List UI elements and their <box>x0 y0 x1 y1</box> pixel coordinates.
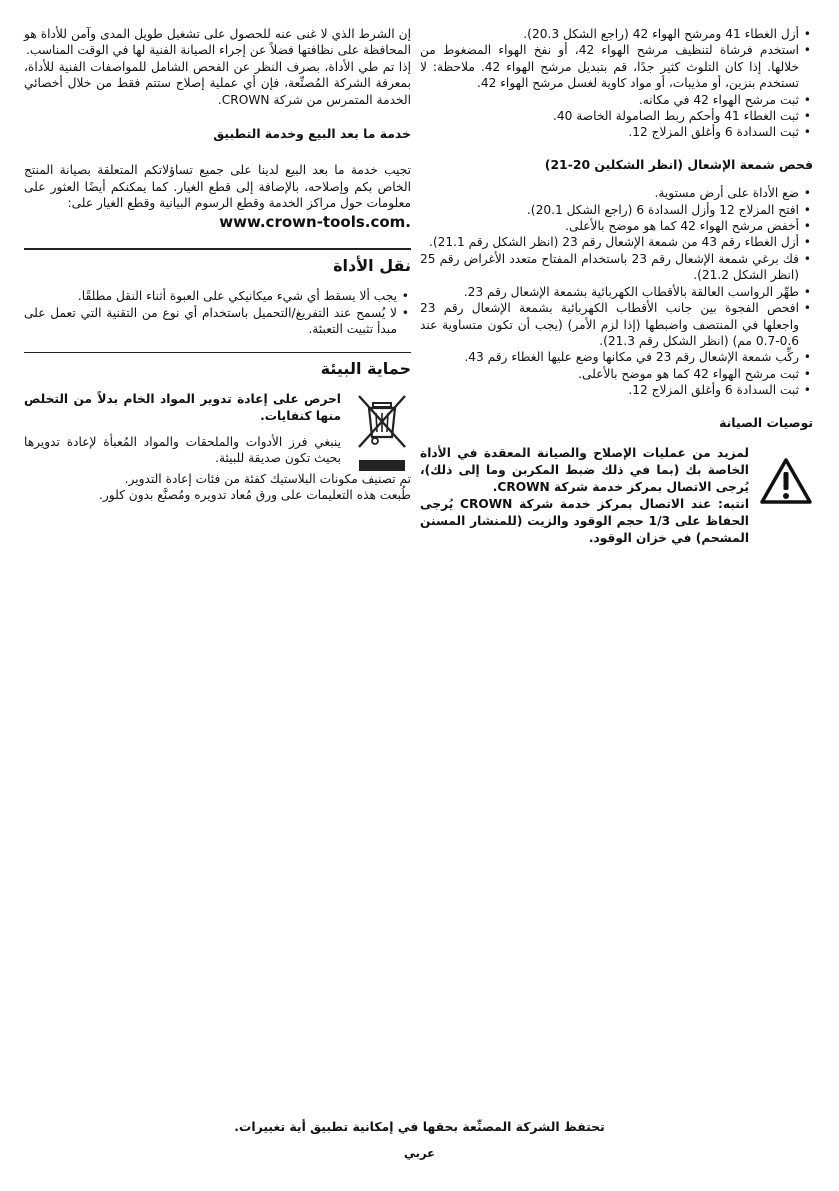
intro-paragraph: إذا تم طي الأداة، بصرف النظر عن الفحص الشامل للمواصفات الفنية للأداة، بمعرفة الشركة المُصنِّعة، فإن أي عملية إصلاح ستتم فقط من خلال أخصائي الخدمة المتمرس من شركة CROWN. <box>24 59 411 107</box>
list-item: • ثبت السدادة 6 وأغلق المزلاج 12. <box>420 382 813 398</box>
recycling-text <box>24 391 341 467</box>
maintenance-warning: لمزيد من عمليات الإصلاح والصيانة المعقدة في الأداة الخاصة بك (بما في ذلك ضبط المكربن وما إلى ذلك)، يُرجى الاتصال بمركز خدمة شركة CROWN. <box>420 445 749 494</box>
footer-language: عربي <box>404 1146 435 1160</box>
list-item: • ثبت الغطاء 41 وأحكم ربط الصامولة الخاصة 40. <box>420 108 813 124</box>
recycling-heading: احرص على إعادة تدوير المواد الخام بدلاً من التخلص منها كنفايات. <box>24 392 341 423</box>
maintenance-title: توصيات الصيانة <box>719 414 813 430</box>
footer-note: تحتفظ الشركة المصنِّعة بحقها في إمكانية تطبيق أية تغييرات. <box>234 1119 605 1134</box>
list-item: • ركِّب شمعة الإشعال رقم 23 في مكانها وضع عليها الغطاء رقم 43. <box>420 349 813 365</box>
list-item: • افحص الفجوة بين جانب الأقطاب الكهربائية بشمعة الإشعال رقم 23 واجعلها في المنتصف واضبطها (إذا لزم الأمر) (يجب أن تكون متساوية عند 0.6-0.7 مم) (انظر الشكل رقم 21.3). <box>420 300 813 349</box>
after-sales-title: خدمة ما بعد البيع وخدمة التطبيق <box>213 126 411 142</box>
list-item: • ثبت مرشح الهواء 42 في مكانه. <box>420 92 813 108</box>
list-item: • أخفض مرشح الهواء 42 كما هو موضح بالأعلى. <box>420 218 813 234</box>
recycling-bar-mark <box>359 460 405 471</box>
paper-paragraph: طُبعت هذه التعليمات على ورق مُعاد تدويره ومُصنَّع بدون كلور. <box>99 487 411 502</box>
section-divider <box>24 248 411 250</box>
website-link[interactable]: www.crown-tools.com. <box>219 212 411 231</box>
spark-plug-steps <box>420 185 813 398</box>
maintenance-note: انتبه: عند الاتصال بمركز خدمة شركة CROWN يُرجى الحفاظ على 1/3 حجم الوقود والزيت (للمنشار المسنن المشحم) في خزان الوقود. <box>420 496 750 545</box>
right-column <box>420 26 813 547</box>
list-item: • ضع الأداة على أرض مستوية. <box>420 185 813 201</box>
list-item: • أزل الغطاء 41 ومرشح الهواء 42 (راجع الشكل 20.3). <box>420 26 813 42</box>
list-item: • افتح المزلاج 12 وأزل السدادة 6 (راجع الشكل 20.1). <box>420 202 813 218</box>
section-divider <box>24 352 411 353</box>
recycling-box <box>24 391 411 470</box>
plastic-paragraph: تم تصنيف مكونات البلاستيك كفئة من فئات إعادة التدوير. <box>124 471 411 486</box>
transport-title: نقل الأداة <box>333 256 411 276</box>
maintenance-warning-text <box>420 445 749 547</box>
crossed-bin-icon <box>353 391 411 470</box>
list-item: • طهِّر الرواسب العالقة بالأقطاب الكهربائية بشمعة الإشعال رقم 23. <box>420 284 813 300</box>
list-item: • أزل الغطاء رقم 43 من شمعة الإشعال رقم 23 (انظر الشكل رقم 21.1). <box>420 234 813 250</box>
list-item: • ثبت مرشح الهواء 42 كما هو موضح بالأعلى. <box>420 366 813 382</box>
intro-paragraph: إن الشرط الذي لا غنى عنه للحصول على تشغيل طويل المدى وآمن للأداة هو المحافظة على نظافتها فضلاً عن إجراء الصيانة الفنية لها في الوقت المناسب. <box>24 27 411 58</box>
transport-list <box>24 288 411 337</box>
after-sales-text: تجيب خدمة ما بعد البيع لدينا على جميع تساؤلاتكم المتعلقة بصيانة المنتج الخاص بكم وإصلاحه، بالإضافة إلى قطع الغيار. كما يمكنكم أيضًا العثور على معلومات حول مراكز الخدمة وقطع الرسوم البيانية وقطع الغيار على: <box>24 163 411 211</box>
left-column <box>24 26 411 503</box>
spark-plug-title: فحص شمعة الإشعال (انظر الشكلين 20-21) <box>544 156 813 172</box>
list-item: • يجب ألا يسقط أي شيء ميكانيكي على العبوة أثناء النقل مطلقًا. <box>24 288 411 304</box>
list-item: • ثبت السدادة 6 وأغلق المزلاج 12. <box>420 124 813 140</box>
warning-triangle-icon <box>759 457 813 509</box>
list-item: • استخدم فرشاة لتنظيف مرشح الهواء 42، أو نفخ الهواء المضغوط من خلالها. إذا كان التلوث كثير جدًا، قم بتبديل مرشح الهواء 42. ملاحظة: لا تستخدم بنزين، أو مذيبات، أو مواد كاوية لغسل مرشح الهواء 42. <box>420 42 813 91</box>
air-filter-steps <box>420 26 813 141</box>
list-item: • فك برغي شمعة الإشعال رقم 23 باستخدام المفتاح متعدد الأغراض رقم 25 (انظر الشكل 21.2). <box>420 251 813 284</box>
recycling-paragraph: ينبغي فرز الأدوات والملحقات والمواد المُعبأة لإعادة تدويرها بحيث تكون صديقة للبيئة. <box>24 434 341 466</box>
list-item: • لا يُسمح عند التفريغ/التحميل باستخدام أي نوع من التقنية التي تعمل على مبدأ تثبيت التعبئة. <box>24 305 411 338</box>
maintenance-warning-box <box>420 445 813 547</box>
environment-title: حماية البيئة <box>320 358 411 378</box>
